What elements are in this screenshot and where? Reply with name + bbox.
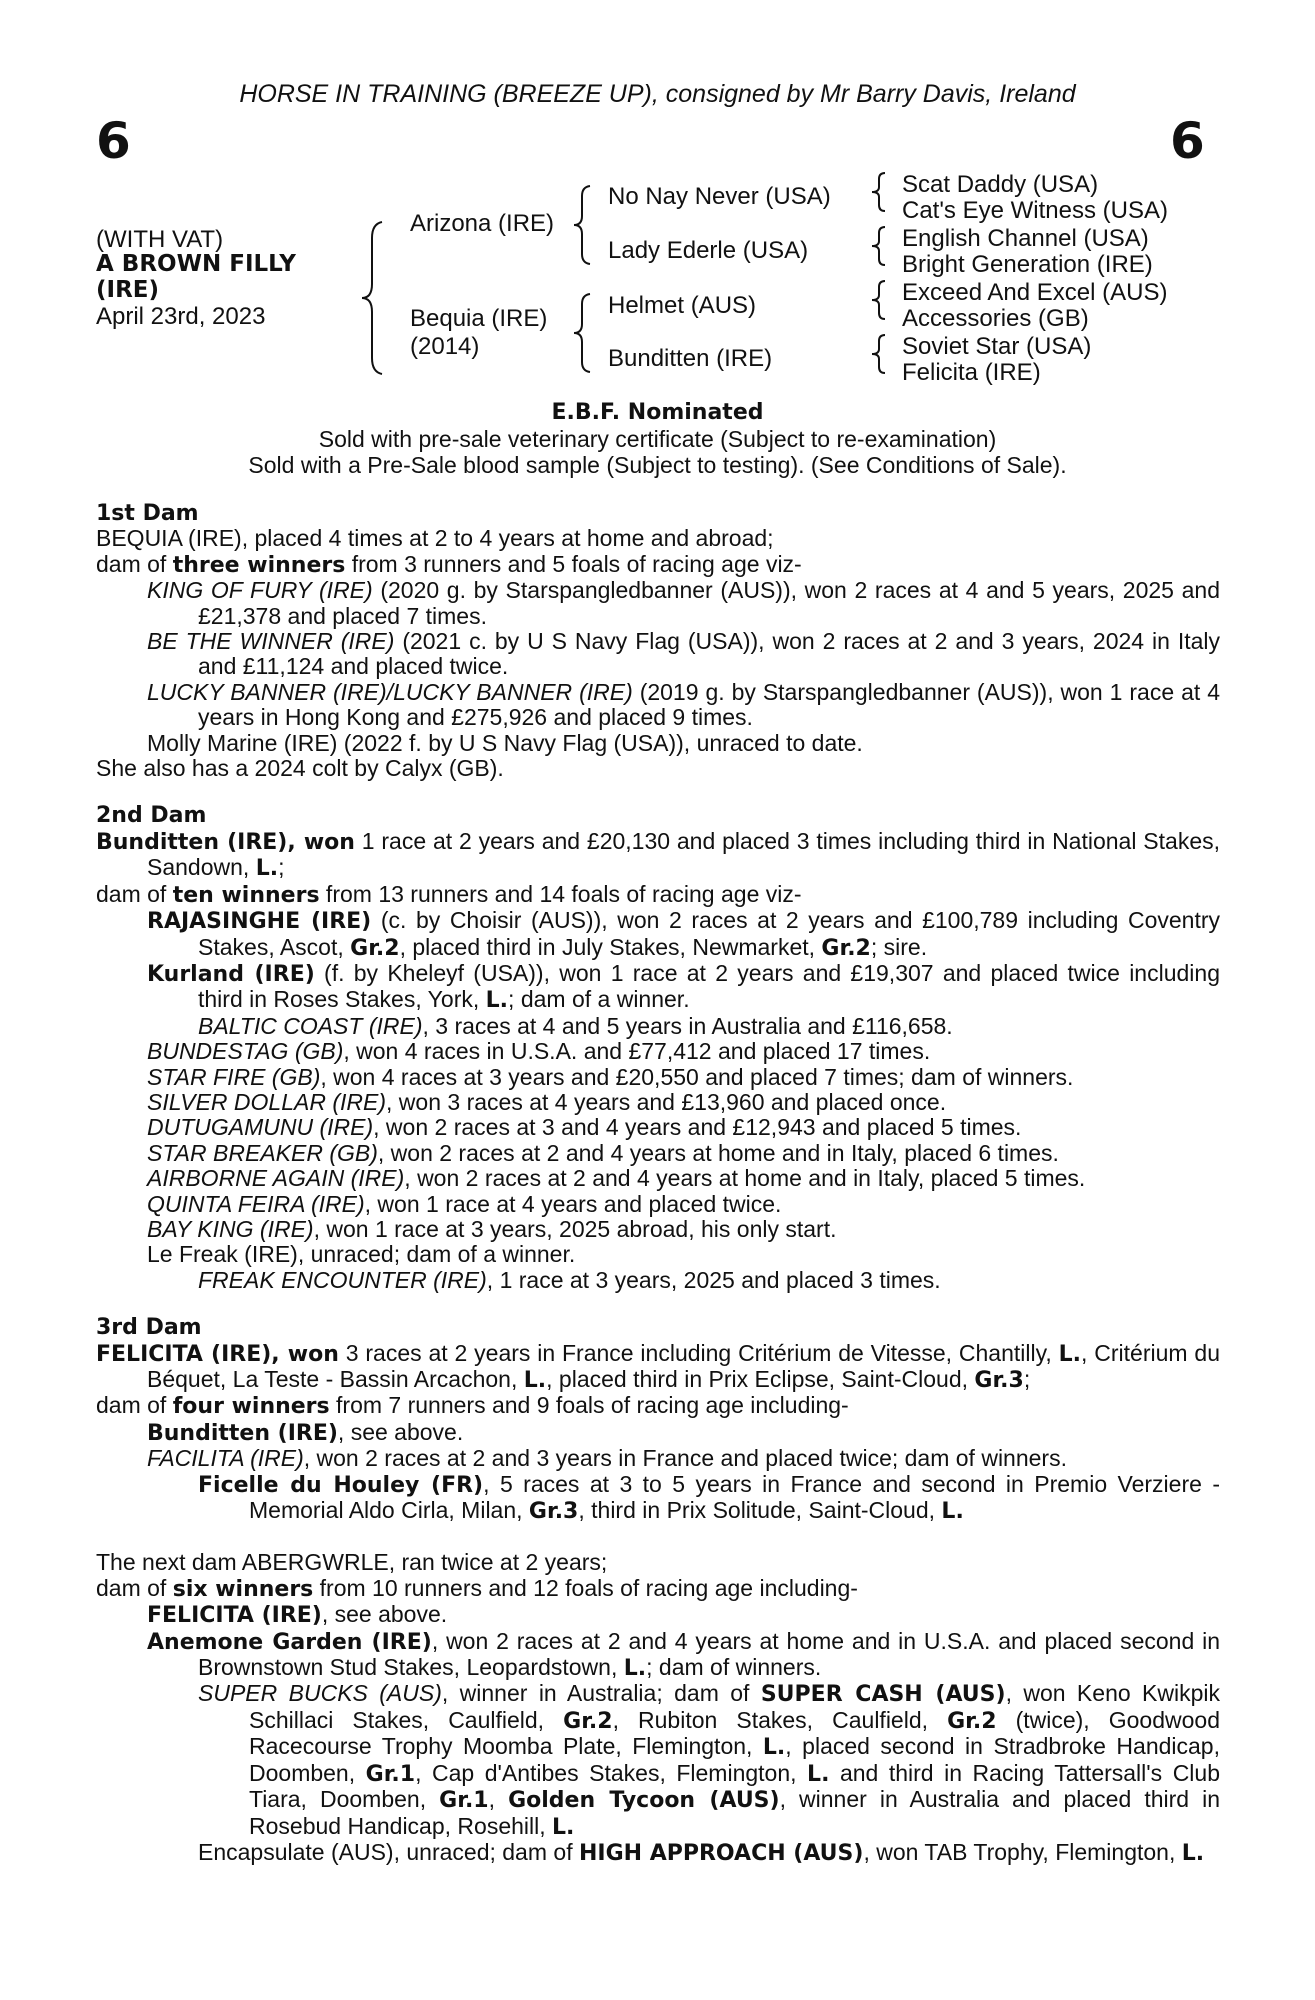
third-dam-intro: FELICITA (IRE), won 3 races at 2 years in France including Critérium de Vitesse, Chantilly, L., Critérium du Béquet, La Teste - Bassin Arcachon, L., placed third in Prix Eclipse, Saint-Cloud, Gr.3; — [96, 1339, 1220, 1393]
produce-entry: SILVER DOLLAR (IRE), won 3 races at 4 years and £13,960 and placed once. — [147, 1088, 947, 1115]
pedigree-dam-sire: Helmet (AUS) — [608, 292, 757, 319]
pedigree-brace-ds — [870, 278, 890, 322]
pedigree-brace-ss — [870, 170, 890, 214]
second-dam-heading: 2nd Dam — [96, 803, 207, 829]
pedigree-dam-year: (2014) — [410, 333, 480, 360]
produce-entry: SUPER BUCKS (AUS), winner in Australia; dam of SUPER CASH (AUS), won Keno Kwikpik Schillaci Stakes, Caulfield, Gr.2, Rubiton Stakes, Caulfield, Gr.2 (twice), Goodwood Racecourse Trophy Moomba Plate, Flemington, L., placed second in Stradbroke Handicap, Doomben, Gr.1, Cap d'Antibes Stakes, Flemington, L. and third in Racing Tattersall's Club Tiara, Doomben, Gr.1, Golden Tycoon (AUS), winner in Australia and placed third in Rosebud Handicap, Rosehill, L. — [198, 1680, 1221, 1840]
pedigree-sdd: Bright Generation (IRE) — [902, 251, 1153, 278]
produce-entry: STAR BREAKER (GB), won 2 races at 2 and 4 years at home and in Italy, placed 6 times. — [147, 1139, 1059, 1166]
produce-entry: BUNDESTAG (GB), won 4 races in U.S.A. and £77,412 and placed 17 times. — [147, 1038, 931, 1065]
pedigree-brace-dd — [870, 332, 890, 376]
pedigree-dss: Exceed And Excel (AUS) — [902, 279, 1168, 306]
produce-entry: QUINTA FEIRA (IRE), won 1 race at 4 years and placed twice. — [147, 1190, 782, 1217]
third-dam-produce-summary: dam of four winners from 7 runners and 9 foals of racing age including- — [96, 1392, 849, 1420]
pedigree-dds: Soviet Star (USA) — [902, 333, 1092, 360]
ebf-nominated: E.B.F. Nominated — [551, 400, 764, 425]
produce-entry: Le Freak (IRE), unraced; dam of a winner. — [147, 1241, 576, 1268]
vat-note: (WITH VAT) — [96, 226, 224, 253]
first-dam-intro: BEQUIA (IRE), placed 4 times at 2 to 4 years at home and abroad; — [96, 525, 774, 552]
fourth-dam-intro: The next dam ABERGWRLE, ran twice at 2 years; — [96, 1549, 608, 1576]
produce-entry: FREAK ENCOUNTER (IRE), 1 race at 3 years, 2025 and placed 3 times. — [198, 1266, 941, 1293]
produce-entry: RAJASINGHE (IRE) (c. by Choisir (AUS)), won 2 races at 2 years and £100,789 including Coventry Stakes, Ascot, Gr.2, placed third in July Stakes, Newmarket, Gr.2; sire. — [147, 907, 1220, 961]
produce-entry: DUTUGAMUNU (IRE), won 2 races at 3 and 4 years and £12,943 and placed 5 times. — [147, 1114, 1022, 1141]
first-dam-also: She also has a 2024 colt by Calyx (GB). — [96, 755, 504, 782]
blood-sample-note: Sold with a Pre-Sale blood sample (Subject to testing). (See Conditions of Sale). — [248, 452, 1067, 478]
foaling-date: April 23rd, 2023 — [96, 303, 266, 330]
second-dam-intro: Bunditten (IRE), won 1 race at 2 years and £20,130 and placed 3 times including third in National Stakes, Sandown, L.; — [96, 827, 1220, 882]
pedigree-dam: Bequia (IRE) — [410, 305, 548, 332]
pedigree-sire-dam: Lady Ederle (USA) — [608, 237, 809, 264]
fourth-dam-section — [96, 1550, 1220, 1866]
horse-origin: (IRE) — [96, 277, 160, 303]
horse-description: A BROWN FILLY — [96, 251, 296, 277]
produce-entry: Encapsulate (AUS), unraced; dam of HIGH APPROACH (AUS), won TAB Trophy, Flemington, L. — [198, 1838, 1205, 1866]
pedigree-sire-sire: No Nay Never (USA) — [608, 183, 831, 210]
pedigree-sds: English Channel (USA) — [902, 225, 1149, 252]
produce-entry: BE THE WINNER (IRE) (2021 c. by U S Navy Flag (USA)), won 2 races at 2 and 3 years, 2024 in Italy and £11,124 and placed twice. — [147, 628, 1220, 680]
pedigree-brace-sire — [572, 182, 596, 268]
produce-entry: AIRBORNE AGAIN (IRE), won 2 races at 2 and 4 years at home and in Italy, placed 5 times. — [147, 1165, 1086, 1192]
produce-entry: Molly Marine (IRE) (2022 f. by U S Navy Flag (USA)), unraced to date. — [147, 729, 863, 756]
second-dam-section — [96, 803, 1220, 1293]
pedigree-sire: Arizona (IRE) — [410, 210, 555, 237]
lot-number-left: 6 — [96, 112, 131, 170]
fourth-dam-produce-summary: dam of six winners from 10 runners and 12 foals of racing age including- — [96, 1574, 858, 1602]
first-dam-section — [96, 501, 1220, 781]
produce-entry: STAR FIRE (GB), won 4 races at 3 years and £20,550 and placed 7 times; dam of winners. — [147, 1063, 1074, 1090]
catalogue-body — [96, 501, 1220, 1866]
produce-entry: BAY KING (IRE), won 1 race at 3 years, 2025 abroad, his only start. — [147, 1215, 837, 1242]
catalogue-header: HORSE IN TRAINING (BREEZE UP), consigned by Mr Barry Davis, Ireland — [239, 80, 1076, 108]
produce-entry: FACILITA (IRE), won 2 races at 2 and 3 years in France and placed twice; dam of winners. — [147, 1445, 1067, 1472]
third-dam-heading: 3rd Dam — [96, 1315, 202, 1341]
pedigree-dam-dam: Bunditten (IRE) — [608, 345, 773, 372]
produce-entry: Ficelle du Houley (FR), 5 races at 3 to 5 years in France and second in Premio Verziere - Memorial Aldo Cirla, Milan, Gr.3, third in Prix Solitude, Saint-Cloud, L. — [198, 1470, 1221, 1525]
pedigree-brace-main — [360, 218, 390, 378]
produce-entry: BALTIC COAST (IRE), 3 races at 4 and 5 years in Australia and £116,658. — [198, 1012, 953, 1039]
produce-entry: LUCKY BANNER (IRE)/LUCKY BANNER (IRE) (2019 g. by Starspangledbanner (AUS)), won 1 race at 4 years in Hong Kong and £275,926 and placed 9 times. — [147, 678, 1221, 731]
produce-entry: Kurland (IRE) (f. by Kheleyf (USA)), won 1 race at 2 years and £19,307 and placed twice including third in Roses Stakes, York, L.; dam of a winner. — [147, 959, 1220, 1014]
pedigree-brace-dam — [572, 290, 596, 376]
produce-entry: KING OF FURY (IRE) (2020 g. by Starspangledbanner (AUS)), won 2 races at 4 and 5 years, 2025 and £21,378 and placed 7 times. — [147, 577, 1220, 629]
produce-entry: Anemone Garden (IRE), won 2 races at 2 and 4 years at home and in U.S.A. and placed second in Brownstown Stud Stakes, Leopardstown, L.; dam of winners. — [147, 1627, 1220, 1682]
produce-entry: FELICITA (IRE), see above. — [147, 1601, 448, 1629]
second-dam-produce-summary: dam of ten winners from 13 runners and 14 foals of racing age viz- — [96, 880, 802, 908]
lot-number-right: 6 — [1170, 112, 1205, 170]
produce-entry: Bunditten (IRE), see above. — [147, 1418, 464, 1446]
pedigree-dsd: Accessories (GB) — [902, 305, 1089, 332]
pedigree-brace-sd — [870, 224, 890, 268]
third-dam-section — [96, 1315, 1220, 1524]
pedigree-sss: Scat Daddy (USA) — [902, 171, 1099, 198]
vet-certificate-note: Sold with pre-sale veterinary certificate (Subject to re-examination) — [318, 426, 997, 452]
pedigree-ssd: Cat's Eye Witness (USA) — [902, 197, 1168, 224]
first-dam-produce-summary: dam of three winners from 3 runners and 5 foals of racing age viz- — [96, 550, 802, 578]
pedigree-ddd: Felicita (IRE) — [902, 359, 1041, 386]
first-dam-heading: 1st Dam — [96, 501, 199, 526]
